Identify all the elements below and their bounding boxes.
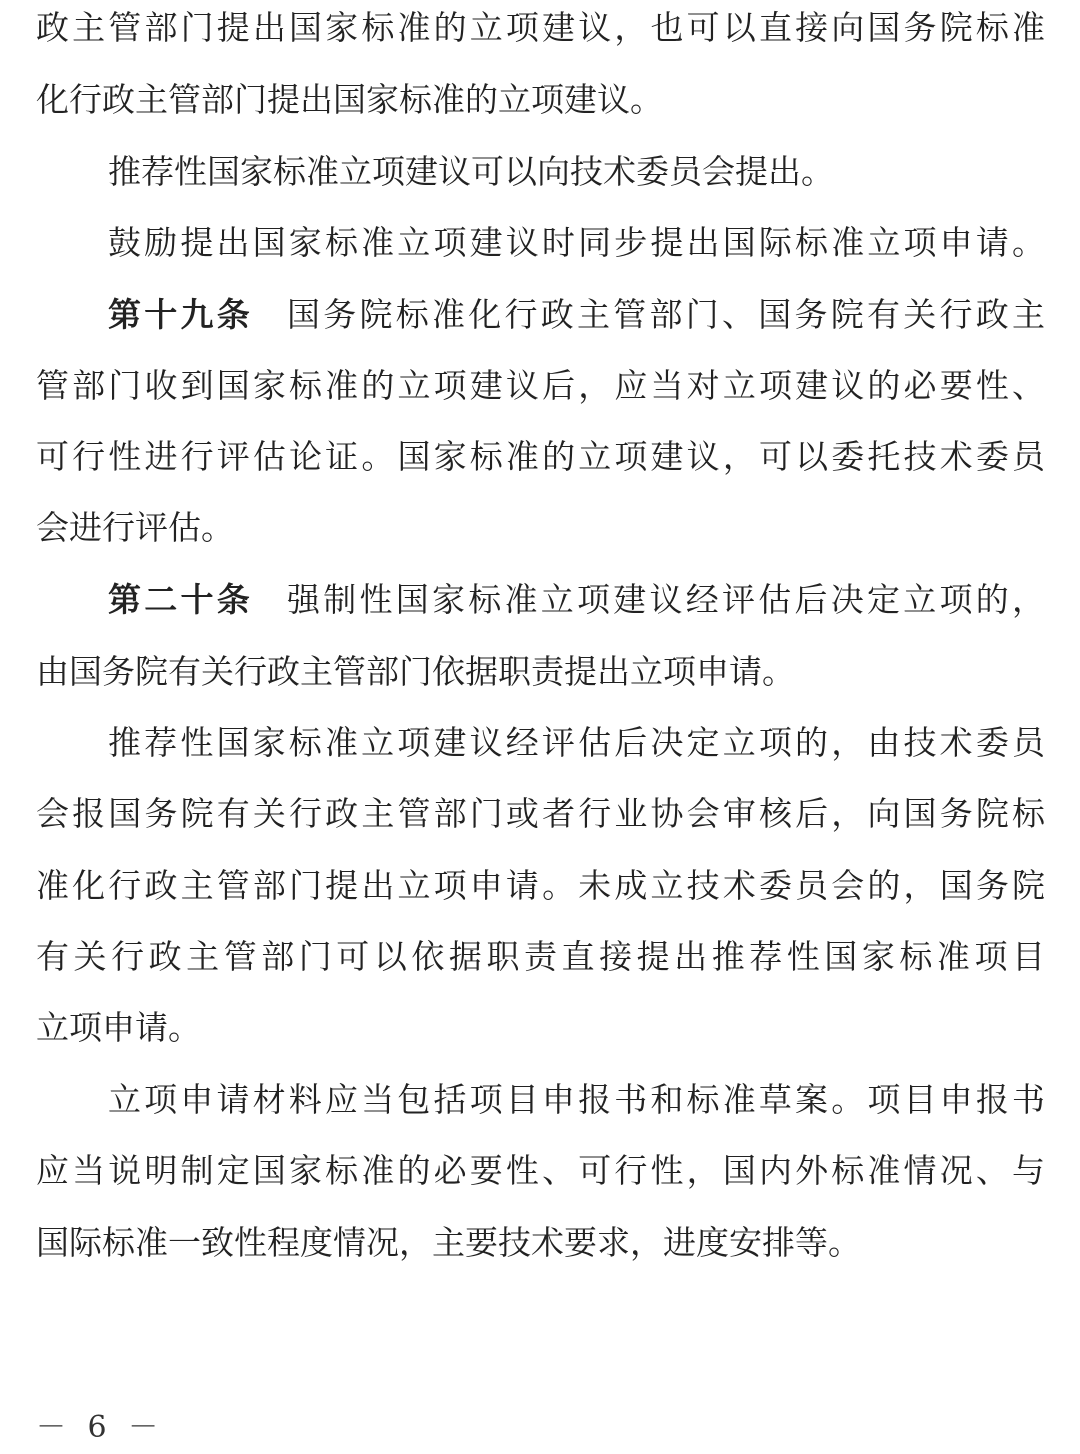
- text-line: 立项申请。: [36, 1008, 201, 1047]
- text-line: 会进行评估。: [36, 508, 234, 547]
- page-number: － 6 －: [36, 1410, 165, 1445]
- text-line: 可行性进行评估论证。国家标准的立项建议，可以委托技术委员: [36, 437, 1045, 476]
- text-line: 推荐性国家标准立项建议可以向技术委员会提出。: [108, 152, 834, 191]
- text-line: 有关行政主管部门可以依据职责直接提出推荐性国家标准项目: [36, 937, 1045, 976]
- text-line: 国务院标准化行政主管部门、国务院有关行政主: [287, 295, 1045, 334]
- text-line: 国际标准一致性程度情况，主要技术要求，进度安排等。: [36, 1223, 861, 1262]
- text-line: 管部门收到国家标准的立项建议后，应当对立项建议的必要性、: [36, 366, 1045, 405]
- article-19-line: [108, 295, 1045, 335]
- text-line: 由国务院有关行政主管部门依据职责提出立项申请。: [36, 652, 795, 691]
- text-line: 化行政主管部门提出国家标准的立项建议。: [36, 80, 663, 119]
- text-line: 鼓励提出国家标准立项建议时同步提出国际标准立项申请。: [108, 223, 1045, 262]
- text-line: 政主管部门提出国家标准的立项建议，也可以直接向国务院标准: [36, 8, 1045, 47]
- text-line: 立项申请材料应当包括项目申报书和标准草案。项目申报书: [108, 1080, 1045, 1119]
- article-heading: 第二十条: [108, 580, 253, 619]
- text-line: 准化行政主管部门提出立项申请。未成立技术委员会的，国务院: [36, 866, 1045, 905]
- text-line: 强制性国家标准立项建议经评估后决定立项的，: [287, 580, 1045, 619]
- text-line: 会报国务院有关行政主管部门或者行业协会审核后，向国务院标: [36, 794, 1045, 833]
- text-line: 应当说明制定国家标准的必要性、可行性，国内外标准情况、与: [36, 1151, 1045, 1190]
- article-heading: 第十九条: [108, 295, 253, 334]
- article-20-line: [108, 580, 1045, 620]
- text-line: 推荐性国家标准立项建议经评估后决定立项的，由技术委员: [108, 723, 1045, 762]
